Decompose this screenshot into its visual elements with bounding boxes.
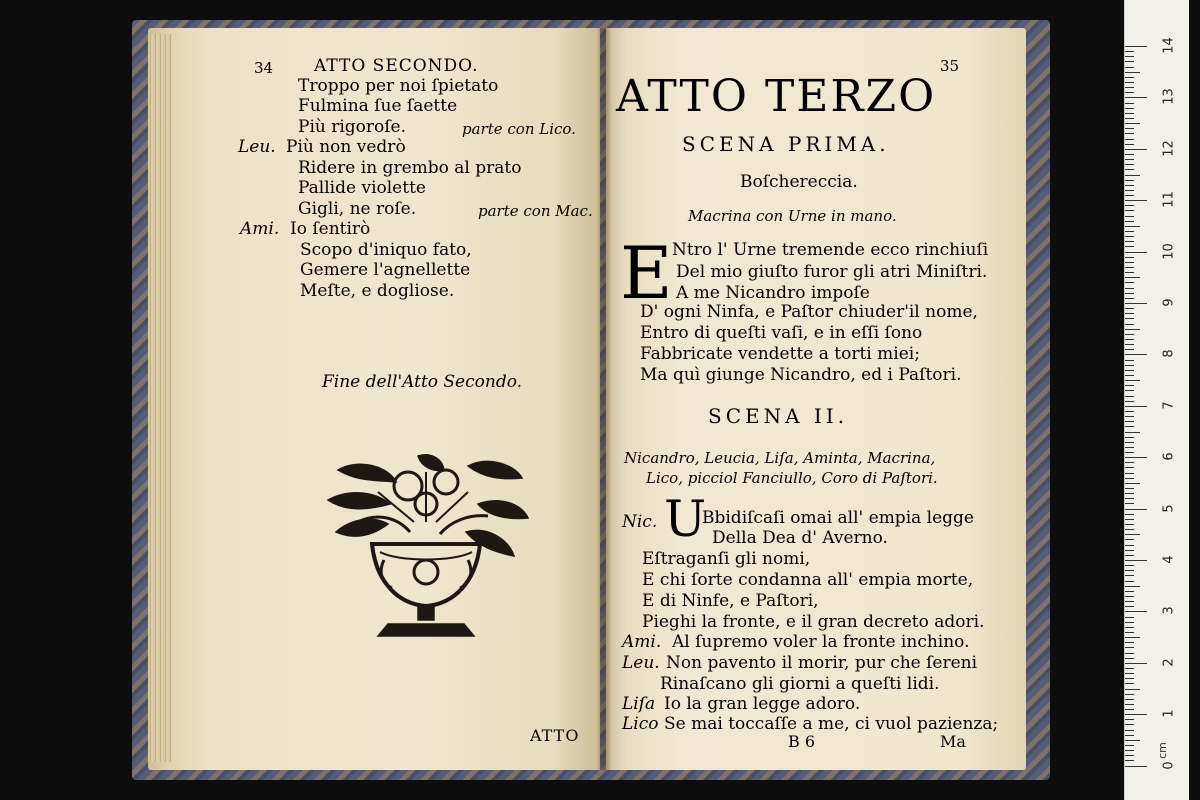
ruler-tick [1125, 190, 1134, 191]
ruler-tick [1125, 478, 1134, 479]
text-line: Ma quì giunge Nicandro, ed i Paſtori. [640, 365, 962, 385]
ruler-tick [1125, 555, 1134, 556]
ruler-tick [1125, 627, 1134, 628]
ruler-tick [1125, 766, 1147, 767]
ruler-tick [1125, 750, 1134, 751]
ruler-tick [1125, 503, 1134, 504]
ruler-tick [1125, 67, 1134, 68]
ruler-tick [1125, 231, 1134, 232]
ruler-tick [1125, 745, 1134, 746]
text-line: Fabbricate vendette a torti miei; [640, 344, 920, 364]
ruler-tick [1125, 493, 1134, 494]
ruler-tick [1125, 349, 1134, 350]
ruler-tick [1125, 601, 1134, 602]
text-line: Gemere l'agnellette [300, 260, 471, 280]
text-line: Della Dea d' Averno. [712, 528, 888, 548]
text-line: Io la gran legge adoro. [664, 694, 861, 714]
ruler-tick [1125, 128, 1134, 129]
ruler-number: 4 [1161, 555, 1177, 564]
act-title: ATTO TERZO [616, 71, 937, 122]
stage-direction: Macrina con Urne in mano. [688, 207, 897, 225]
ruler-tick [1125, 118, 1134, 119]
speaker-label: Nic. [622, 512, 658, 532]
ruler-tick [1125, 344, 1134, 345]
ruler-tick [1125, 709, 1134, 710]
text-line: Gigli, ne roſe. [298, 199, 417, 219]
ruler-tick [1125, 318, 1134, 319]
ruler-tick [1125, 56, 1134, 57]
ruler-tick [1125, 365, 1134, 366]
ruler-tick [1125, 241, 1134, 242]
ruler-tick [1125, 560, 1147, 561]
ruler-tick [1125, 339, 1134, 340]
ruler-tick [1125, 246, 1134, 247]
ruler-unit-label: cm [1155, 742, 1169, 759]
drop-cap: U [664, 490, 707, 548]
ruler-tick [1125, 663, 1147, 664]
ruler-tick [1125, 724, 1134, 725]
ruler-tick [1125, 668, 1134, 669]
ruler-tick [1125, 606, 1134, 607]
ruler-tick [1125, 87, 1134, 88]
ruler-tick [1125, 611, 1147, 612]
ruler-tick [1125, 689, 1140, 690]
ruler-tick [1125, 360, 1134, 361]
ruler-tick [1125, 755, 1134, 756]
ruler-tick [1125, 108, 1134, 109]
ruler-tick [1125, 103, 1134, 104]
ruler-tick [1125, 591, 1134, 592]
ruler-tick [1125, 714, 1147, 715]
ruler-tick [1125, 653, 1134, 654]
ruler-tick [1125, 277, 1140, 278]
ruler-tick [1125, 334, 1134, 335]
ruler-tick [1125, 396, 1134, 397]
left-running-head: ATTO SECONDO. [314, 56, 479, 76]
ruler-tick [1125, 308, 1134, 309]
ruler-number: 2 [1161, 658, 1177, 667]
printer-signature: B 6 [788, 732, 816, 751]
ruler-tick [1125, 257, 1134, 258]
text-line: E chi ſorte condanna all' empia morte, [642, 570, 974, 590]
ruler-tick [1125, 617, 1134, 618]
ruler-tick [1125, 303, 1147, 304]
ruler-tick [1125, 437, 1134, 438]
ruler-tick [1125, 457, 1147, 458]
ruler-tick [1125, 154, 1134, 155]
ruler-tick [1125, 514, 1134, 515]
ruler-tick [1125, 699, 1134, 700]
ruler-tick [1125, 97, 1147, 98]
text-line: Se mai toccaſſe a me, ci vuol pazienza; [664, 714, 999, 734]
ruler-tick [1125, 575, 1134, 576]
woodcut-vase-ornament [318, 452, 532, 648]
ruler-tick [1125, 61, 1134, 62]
ruler-tick [1125, 550, 1134, 551]
text-line: Meſte, e dogliose. [300, 281, 455, 301]
ruler-tick [1125, 411, 1134, 412]
right-page-number: 35 [940, 57, 960, 75]
ruler-tick [1125, 175, 1140, 176]
ruler-tick [1125, 534, 1140, 535]
text-line: Bbidiſcaſi omai all' empia legge [702, 508, 974, 528]
ruler-tick [1125, 694, 1134, 695]
ruler-number: 10 [1161, 242, 1177, 260]
ruler-tick [1125, 760, 1134, 761]
ruler-tick [1125, 385, 1134, 386]
ruler-tick [1125, 205, 1134, 206]
ruler-tick [1125, 581, 1134, 582]
catchword: ATTO [530, 726, 580, 745]
text-line: Eſtraganſi gli nomi, [642, 549, 811, 569]
left-page-number: 34 [254, 59, 274, 77]
stage-note: parte con Mac. [478, 202, 593, 220]
text-line: D' ogni Ninfa, e Paſtor chiuder'il nome, [640, 302, 978, 322]
text-line: E di Ninfe, e Paſtori, [642, 591, 819, 611]
ruler-tick [1125, 432, 1140, 433]
ruler-tick [1125, 113, 1134, 114]
ruler-tick [1125, 719, 1134, 720]
ruler-tick [1125, 82, 1134, 83]
ruler-number: 6 [1161, 452, 1177, 461]
scene-title: SCENA II. [708, 404, 849, 428]
ruler-tick [1125, 473, 1134, 474]
text-line: Io ſentirò [290, 219, 371, 239]
ruler-tick [1125, 144, 1134, 145]
ruler-tick [1125, 509, 1147, 510]
ruler-number: 11 [1161, 191, 1177, 208]
text-line: Non pavento il morir, pur che ſereni [666, 653, 978, 673]
catchword: Ma [940, 732, 966, 751]
ruler-tick [1125, 586, 1140, 587]
ruler-tick [1125, 570, 1134, 571]
ruler-tick [1125, 226, 1140, 227]
ruler-tick [1125, 658, 1134, 659]
text-line: Rinaſcano gli giorni a queſti lidi. [660, 674, 940, 694]
text-line: Pallide violette [298, 178, 426, 198]
page-edges [148, 34, 172, 762]
ruler-tick [1125, 46, 1147, 47]
ruler-tick [1125, 195, 1134, 196]
ruler-number: 14 [1161, 37, 1177, 54]
ruler-tick [1125, 329, 1140, 330]
text-line: Più non vedrò [286, 137, 406, 157]
ruler-tick [1125, 390, 1134, 391]
text-line: Scopo d'iniquo fato, [300, 240, 472, 260]
ruler-tick [1125, 673, 1134, 674]
ruler-tick [1125, 92, 1134, 93]
ruler-tick [1125, 483, 1140, 484]
ruler-tick [1125, 77, 1134, 78]
ruler-tick [1125, 267, 1134, 268]
ruler-tick [1125, 159, 1134, 160]
ruler-tick [1125, 200, 1147, 201]
ruler-tick [1125, 252, 1147, 253]
ruler-tick [1125, 524, 1134, 525]
ruler-tick [1125, 72, 1140, 73]
ruler-tick [1125, 539, 1134, 540]
speaker-label: Lico [622, 714, 659, 734]
ruler-tick [1125, 375, 1134, 376]
ruler-tick [1125, 498, 1134, 499]
ruler-tick [1125, 416, 1134, 417]
text-line: Al ſupremo voler la fronte inchino. [672, 632, 970, 652]
ruler-tick [1125, 730, 1134, 731]
ruler-tick [1125, 288, 1134, 289]
ruler-tick [1125, 467, 1134, 468]
ruler-tick [1125, 133, 1134, 134]
ruler-tick [1125, 149, 1147, 150]
ruler-number: 8 [1161, 349, 1177, 359]
ruler-tick [1125, 298, 1134, 299]
book-gutter [596, 28, 612, 770]
ruler-number: 9 [1161, 298, 1177, 307]
ruler-tick [1125, 704, 1134, 705]
ruler-number: 12 [1161, 140, 1177, 157]
ruler-tick [1125, 642, 1134, 643]
character-list: Lico, picciol Fanciullo, Coro di Paſtori. [646, 469, 938, 487]
ruler-tick [1125, 354, 1147, 355]
speaker-label: Leu. [238, 137, 276, 157]
ruler-tick [1125, 185, 1134, 186]
text-line: Del mio giuſto furor gli atri Miniſtri. [676, 262, 988, 282]
ruler-tick [1125, 180, 1134, 181]
text-line: Ntro l' Urne tremende ecco rinchiuſi [672, 240, 989, 260]
speaker-label: Liſa [622, 694, 656, 714]
ruler-tick [1125, 123, 1140, 124]
text-line: Troppo per noi ſpietato [298, 76, 499, 96]
ruler-number: 0 [1161, 760, 1177, 770]
ruler-tick [1125, 169, 1134, 170]
text-line: Entro di queſti vaſi, e in eſſi ſono [640, 323, 923, 343]
ruler-tick [1125, 447, 1134, 448]
ruler-tick [1125, 293, 1134, 294]
ruler-tick [1125, 735, 1134, 736]
text-line: Più rigoroſe. [298, 117, 407, 137]
ruler-tick [1125, 442, 1134, 443]
ruler-tick [1125, 406, 1147, 407]
ruler-tick [1125, 216, 1134, 217]
ruler-tick [1125, 51, 1134, 52]
ruler-tick [1125, 529, 1134, 530]
ruler-tick [1125, 740, 1140, 741]
character-list: Nicandro, Leucia, Liſa, Aminta, Macrina, [624, 449, 936, 467]
ruler-tick [1125, 647, 1134, 648]
ruler-tick [1125, 221, 1134, 222]
ruler-tick [1125, 637, 1140, 638]
text-line: Fulmina ſue ſaette [298, 96, 458, 116]
drop-cap: E [620, 231, 673, 315]
ruler-tick [1125, 380, 1140, 381]
ruler-tick [1125, 210, 1134, 211]
ruler-tick [1125, 683, 1134, 684]
speaker-label: Ami. [240, 219, 280, 239]
scene-title: SCENA PRIMA. [682, 132, 890, 156]
ruler-tick [1125, 678, 1134, 679]
ruler-tick [1125, 262, 1134, 263]
ruler-number: 1 [1161, 709, 1177, 718]
ruler-tick [1125, 370, 1134, 371]
ruler-tick [1125, 421, 1134, 422]
ruler-number: 5 [1161, 503, 1177, 513]
speaker-label: Ami. [622, 632, 662, 652]
ruler-tick [1125, 164, 1134, 165]
ruler-tick [1125, 313, 1134, 314]
ruler-tick [1125, 519, 1134, 520]
ruler-tick [1125, 272, 1134, 273]
ruler-tick [1125, 324, 1134, 325]
ruler-tick [1125, 139, 1134, 140]
ruler-tick [1125, 462, 1134, 463]
ruler-tick [1125, 565, 1134, 566]
ruler-number: 13 [1161, 88, 1177, 106]
text-line: Pieghi la fronte, e il gran decreto adori. [642, 612, 985, 632]
text-line: A me Nicandro impoſe [676, 283, 870, 303]
ruler-tick [1125, 282, 1134, 283]
speaker-label: Leu. [622, 653, 660, 673]
ruler-tick [1125, 488, 1134, 489]
act-end-note: Fine dell'Atto Secondo. [322, 372, 523, 392]
ruler-number: 7 [1161, 401, 1177, 410]
ruler-tick [1125, 452, 1134, 453]
ruler-number: 3 [1161, 606, 1177, 616]
scene-setting: Boſchereccia. [740, 172, 858, 192]
ruler-tick [1125, 236, 1134, 237]
ruler-tick [1125, 622, 1134, 623]
measurement-ruler [1124, 0, 1189, 800]
text-line: Ridere in grembo al prato [298, 158, 522, 178]
ruler-tick [1125, 596, 1134, 597]
ruler-tick [1125, 545, 1134, 546]
stage-note: parte con Lico. [462, 120, 576, 138]
ruler-tick [1125, 426, 1134, 427]
ruler-tick [1125, 401, 1134, 402]
ruler-tick [1125, 632, 1134, 633]
